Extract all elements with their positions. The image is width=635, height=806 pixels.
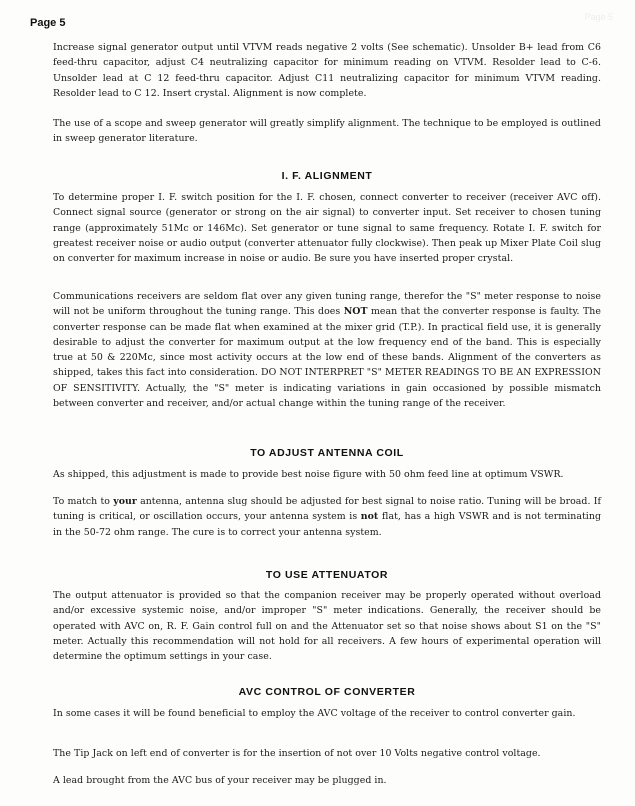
paragraph-tip-jack: The Tip Jack on left end of converter is for the insertion of not over 10 Volts negative control voltage. bbox=[53, 748, 541, 759]
page-number: Page 5 bbox=[30, 17, 66, 29]
paragraph-avc-gain: In some cases it will be found beneficial to employ the AVC voltage of the receiver to control converter gain. bbox=[53, 708, 576, 719]
emphasis-not-flat: not bbox=[360, 511, 379, 523]
paragraph-antenna-shipped: As shipped, this adjustment is made to provide best noise figure with 50 ohm feed line at optimum VSWR. bbox=[53, 469, 564, 480]
emphasis-your: your bbox=[113, 496, 137, 507]
heading-attenuator: TO USE ATTENUATOR bbox=[265, 569, 389, 581]
corner-mark: Page 5 bbox=[584, 12, 613, 22]
paragraph-attenuator: The output attenuator is provided so that the companion receiver may be properly operated without overload and/or excessive systemic noise, and/or improper "S" meter indications. Generally, the receiver should be operated with AVC on, R. F. Gain control full on and the Attenuator set so that noise shows about S1 on the "S" meter. Actually this recommendation will not hold for all receivers. A few hours of experimental operation will determine the optimum settings in your case. bbox=[53, 590, 601, 663]
paragraph-neutralizing-steps: Increase signal generator output until VTVM reads negative 2 volts (See schematic). Unsolder B+ lead from C6 feed-thru capacitor, adjust C4 neutralizing capacitor for minimum reading on VTVM. Resolder lead to C-6. Unsolder lead at C 12 feed-thru capacitor. Adjust C11 neutralizing capacitor for minimum VTVM reading. Resolder lead to C 12. Insert crystal. Alignment is now complete. bbox=[53, 42, 601, 99]
paragraph-if-switch: To determine proper I. F. switch position for the I. F. chosen, connect converter to receiver (receiver AVC off). Connect signal source (generator or strong on the air signal) to converter input. Set receiver to chosen tuning range (approximately 51Mc or 146Mc). Set generator or tune signal to same frequency. Rotate I. F. switch for greatest receiver noise or audio output (converter attenuator fully clockwise). Then peak up Mixer Plate Coil slug on converter for maximum increase in noise or audio. Be sure you have inserted proper crystal. bbox=[53, 192, 601, 265]
emphasis-not: NOT bbox=[343, 306, 368, 318]
paragraph-sweep-generator: The use of a scope and sweep generator will greatly simplify alignment. The technique to be employed is outlined in sweep generator literature. bbox=[53, 118, 601, 145]
heading-if-alignment: I. F. ALIGNMENT bbox=[281, 170, 373, 182]
paragraph-s-meter-response: Communications receivers are seldom flat over any given tuning range, therefor the "S" meter response to noise will not be uniform throughout the tuning range. This does NOT mean that the converter response is faulty. The converter response can be made flat when examined at the mixer grid (T.P.). In practical field use, it is generally desirable to adjust the converter for maximum output at the low frequency end of the band. This is especially true at 50 & 220Mc, since most activity occurs at the low end of these bands. Alignment of the converters as shipped, takes this fact into consideration. DO NOT INTERPRET "S" METER READINGS TO BE AN EXPRESSION OF SENSITIVITY. Actually, the "S" meter is indicating variations in gain occasioned by possible mismatch between converter and receiver, and/or actual change within the tuning range of the receiver. bbox=[53, 291, 601, 410]
heading-avc-control: AVC CONTROL OF CONVERTER bbox=[238, 686, 416, 698]
heading-antenna-coil: TO ADJUST ANTENNA COIL bbox=[250, 447, 404, 459]
paragraph-avc-lead: A lead brought from the AVC bus of your receiver may be plugged in. bbox=[53, 775, 387, 786]
paragraph-antenna-match: To match to your antenna, antenna slug should be adjusted for best signal to noise ratio. Tuning will be broad. If tuning is critical, or oscillation occurs, your antenna system is not flat, has a high VSWR and is not terminating in the 50-72 ohm range. The cure is to correct your antenna system. bbox=[53, 496, 602, 538]
